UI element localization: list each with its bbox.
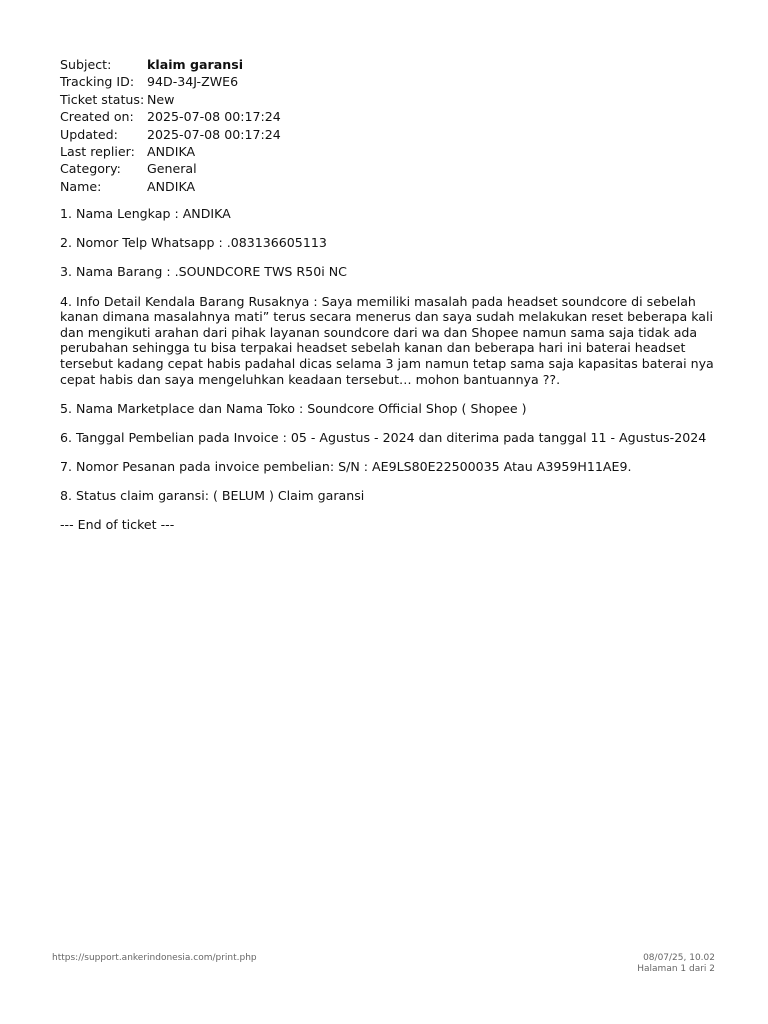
meta-value-category: General [147, 161, 197, 177]
meta-label: Last replier: [60, 144, 135, 160]
meta-label: Name: [60, 178, 102, 194]
meta-row-created-on [60, 108, 281, 125]
meta-row-category [60, 160, 281, 177]
message-paragraph-2: 2. Nomor Telp Whatsapp : .083136605113 [60, 235, 327, 251]
meta-value-created-on: 2025-07-08 00:17:24 [147, 109, 281, 125]
footer-datetime: 08/07/25, 10.02 [643, 953, 715, 963]
meta-row-last-replier [60, 143, 281, 160]
ticket-print-page [60, 56, 720, 546]
meta-row-updated [60, 126, 281, 143]
meta-label: Created on: [60, 109, 134, 125]
footer-right [637, 953, 715, 975]
end-of-ticket-marker: --- End of ticket --- [60, 516, 175, 532]
message-paragraph-7: 7. Nomor Pesanan pada invoice pembelian: S/N : AE9LS80E22500035 Atau A3959H11AE9. [60, 458, 632, 474]
meta-label: Category: [60, 161, 121, 177]
meta-value-tracking-id: 94D-34J-ZWE6 [147, 74, 239, 90]
footer-url: https://support.ankerindonesia.com/print.php [52, 953, 257, 963]
meta-row-tracking-id [60, 73, 281, 90]
message-paragraph-6: 6. Tanggal Pembelian pada Invoice : 05 - Agustus - 2024 dan diterima pada tanggal 11 - Agustus-2024 [60, 429, 707, 445]
message-paragraph-1: 1. Nama Lengkap : ANDIKA [60, 206, 231, 222]
meta-label: Updated: [60, 126, 118, 142]
meta-row-ticket-status [60, 91, 281, 108]
message-paragraph-5: 5. Nama Marketplace dan Nama Toko : Soundcore Official Shop ( Shopee ) [60, 400, 527, 416]
meta-row-subject [60, 56, 281, 73]
meta-value-updated: 2025-07-08 00:17:24 [147, 126, 281, 142]
meta-label: Subject: [60, 57, 112, 72]
message-paragraph-3: 3. Nama Barang : .SOUNDCORE TWS R50i NC [60, 264, 347, 280]
message-paragraph-4: 4. Info Detail Kendala Barang Rusaknya : Saya memiliki masalah pada headset soundcore di sebelah kanan dimana masalahnya mati” terus secara menerus dan saya sudah melakukan reset beberapa kali dan mengikuti arahan dari pihak layanan soundcore dari wa dan Shopee namun sama saja tidak ada perubahan sehingga tu bisa terpakai headset sebelah kanan dan beberapa hari ini baterai headset tersebut kadang cepat habis padahal dicas selama 3 jam namun tetap sama saja kapasitas baterai nya cepat habis dan saya mengeluhkan keadaan tersebut… mohon bantuannya ??. [60, 293, 714, 387]
ticket-message-body [60, 206, 720, 532]
meta-value-subject: klaim garansi [147, 57, 244, 72]
footer-page-number: Halaman 1 dari 2 [637, 964, 715, 974]
message-paragraph-8: 8. Status claim garansi: ( BELUM ) Claim garansi [60, 487, 365, 503]
meta-value-last-replier: ANDIKA [147, 144, 196, 160]
meta-row-name [60, 178, 281, 195]
meta-value-ticket-status: New [147, 91, 175, 107]
meta-label: Ticket status: [60, 91, 145, 107]
meta-value-name: ANDIKA [147, 178, 196, 194]
meta-label: Tracking ID: [60, 74, 135, 90]
ticket-meta-table [60, 56, 281, 195]
